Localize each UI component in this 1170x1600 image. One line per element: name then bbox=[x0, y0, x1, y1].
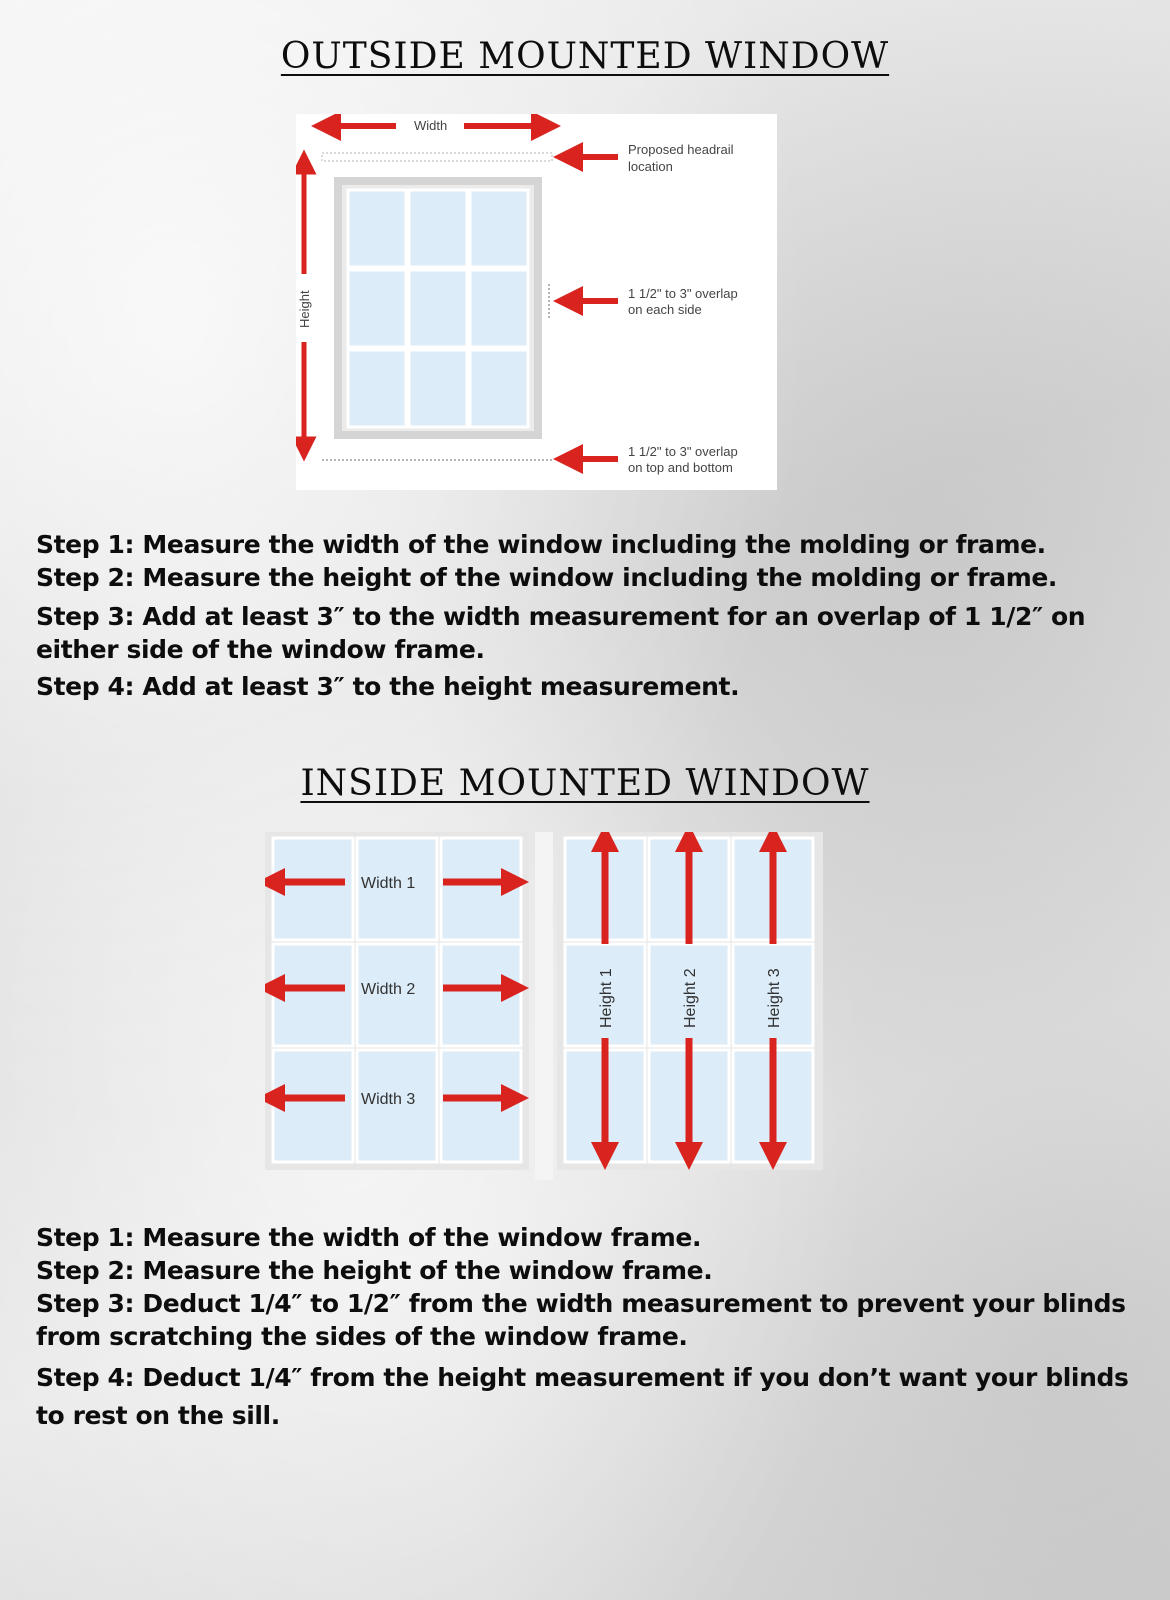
inside-step-4: Step 4: Deduct 1/4″ from the height measurement if you don’t want your blinds to rest on the sill. bbox=[36, 1363, 1129, 1430]
outside-step-2: Step 2: Measure the height of the window including the molding or frame. bbox=[36, 563, 1058, 592]
inside-step-1: Step 1: Measure the width of the window frame. bbox=[36, 1223, 702, 1252]
inside-mount-diagram bbox=[265, 832, 847, 1182]
headrail-label-line2: location bbox=[628, 159, 673, 174]
height-3-label: Height 3 bbox=[766, 968, 783, 1028]
topbottom-overlap-label-line2: on top and bottom bbox=[628, 460, 733, 475]
outside-mount-diagram bbox=[296, 114, 777, 490]
height-1-label: Height 1 bbox=[598, 968, 615, 1028]
outside-step-1: Step 1: Measure the width of the window including the molding or frame. bbox=[36, 530, 1046, 559]
inside-step-2: Step 2: Measure the height of the window frame. bbox=[36, 1256, 713, 1285]
headrail-outline bbox=[322, 153, 552, 161]
inside-step-3: Step 3: Deduct 1/4″ to 1/2″ from the width measurement to prevent your blinds from scratching the sides of the window frame. bbox=[36, 1289, 1126, 1351]
height-label: Height bbox=[297, 290, 312, 328]
side-overlap-label-line2: on each side bbox=[628, 302, 702, 317]
inside-steps-list bbox=[36, 1221, 1146, 1435]
inside-section-title: INSIDE MOUNTED WINDOW bbox=[300, 763, 870, 804]
outside-step-4: Step 4: Add at least 3″ to the height measurement. bbox=[36, 672, 740, 701]
outside-steps-list bbox=[36, 528, 1146, 703]
width-1-label: Width 1 bbox=[361, 875, 416, 892]
width-label: Width bbox=[414, 118, 448, 133]
window-divider bbox=[535, 832, 553, 1180]
height-2-label: Height 2 bbox=[682, 968, 699, 1028]
side-overlap-label-line1: 1 1/2" to 3" overlap bbox=[628, 286, 738, 301]
width-2-label: Width 2 bbox=[361, 981, 416, 998]
width-3-label: Width 3 bbox=[361, 1091, 416, 1108]
topbottom-overlap-label-line1: 1 1/2" to 3" overlap bbox=[628, 444, 738, 459]
outside-section-title: OUTSIDE MOUNTED WINDOW bbox=[280, 36, 890, 77]
headrail-label-line1: Proposed headrail bbox=[628, 142, 734, 157]
window-frame bbox=[334, 177, 542, 439]
outside-step-3: Step 3: Add at least 3″ to the width measurement for an overlap of 1 1/2″ on either side of the window frame. bbox=[36, 602, 1086, 664]
